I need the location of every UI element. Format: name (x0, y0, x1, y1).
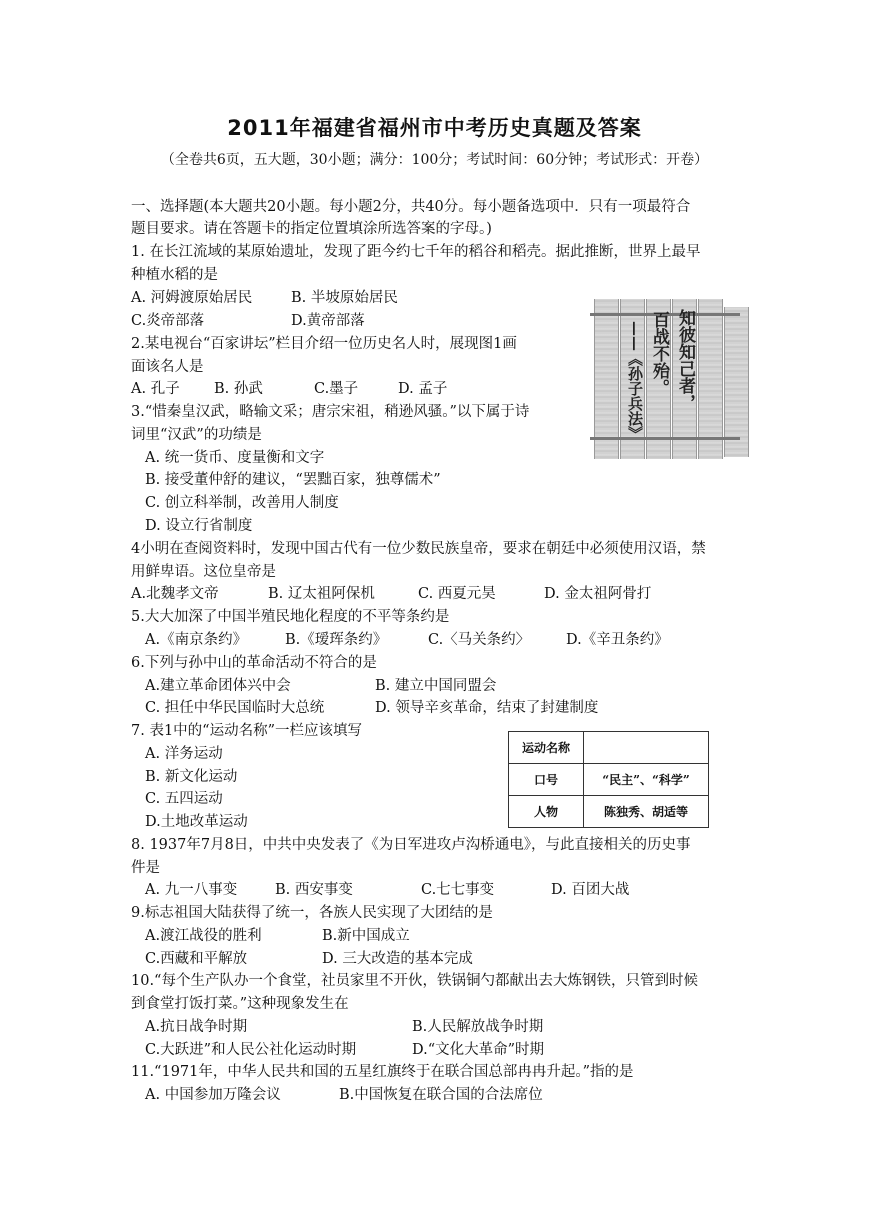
q1-option-d: D.黄帝部落 (291, 313, 365, 329)
q10-option-d: D.“文化大革命”时期 (412, 1042, 545, 1058)
q6-option-d: D. 领导辛亥革命，结束了封建制度 (375, 700, 599, 716)
table-cell: 口号 (509, 764, 584, 796)
bamboo-slip (698, 299, 723, 459)
q3-stem-line2: 词里“汉武”的功绩是 (131, 427, 262, 443)
q8-option-b: B. 西安事变 (275, 882, 353, 898)
q11-option-a: A. 中国参加万隆会议 (145, 1087, 281, 1103)
q5-option-a: A.《南京条约》 (145, 632, 248, 648)
q8-stem-line2: 件是 (131, 860, 160, 876)
q5-option-d: D.《辛丑条约》 (566, 632, 669, 648)
q3-option-c: C. 创立科举制，改善用人制度 (145, 495, 339, 511)
q2-option-d: D. 孟子 (398, 381, 448, 397)
bamboo-slip (594, 299, 619, 459)
table-cell: “民主”、“科学” (584, 764, 709, 796)
q1-option-c: C.炎帝部落 (131, 313, 205, 329)
q5-option-c: C.〈马关条约〉 (428, 632, 531, 648)
q11-stem: 11.“1971年，中华人民共和国的五星红旗终于在联合国总部冉冉升起。”指的是 (131, 1064, 634, 1080)
q6-option-a: A.建立革命团体兴中会 (145, 678, 291, 694)
q7-option-b: B. 新文化运动 (145, 769, 238, 785)
q8-option-c: C.七七事变 (421, 882, 495, 898)
q10-stem-line2: 到食堂打饭打菜。”这种现象发生在 (131, 996, 349, 1012)
q2-option-c: C.墨子 (314, 381, 359, 397)
table-cell: 人物 (509, 796, 584, 828)
q2-stem-line2: 面该名人是 (131, 359, 204, 375)
q8-option-a: A. 九一八事变 (145, 882, 238, 898)
q9-stem: 9.标志祖国大陆获得了统一，各族人民实现了大团结的是 (131, 905, 493, 921)
q11-option-b: B.中国恢复在联合国的合法席位 (339, 1087, 543, 1103)
q4-option-c: C. 西夏元昊 (418, 586, 496, 602)
q10-option-c: C.大跃进”和人民公社化运动时期 (145, 1042, 357, 1058)
q3-stem-line1: 3.“惜秦皇汉武，略输文采；唐宗宋祖，稍逊风骚。”以下属于诗 (131, 404, 530, 420)
section-intro-line2: 题目要求。请在答题卡的指定位置填涂所选答案的字母。) (131, 221, 492, 237)
table-cell: 运动名称 (509, 732, 584, 764)
page-title: 2011年福建省福州市中考历史真题及答案 (227, 116, 642, 140)
q9-option-c: C.西藏和平解放 (145, 951, 248, 967)
q10-stem-line1: 10.“每个生产队办一个食堂，社员家里不开伙，铁锅铜勺都献出去大炼钢铁，只管到时候 (131, 973, 698, 989)
slip-text-col2: 百战不殆。 (649, 311, 669, 396)
q3-option-b: B. 接受董仲舒的建议，“罢黜百家，独尊儒术” (145, 472, 441, 488)
exam-info: （全卷共6页，五大题，30小题；满分：100分；考试时间：60分钟；考试形式：开卷） (160, 152, 709, 168)
q9-option-b: B.新中国成立 (322, 928, 410, 944)
q4-stem-line2: 用鲜卑语。这位皇帝是 (131, 564, 276, 580)
q9-option-d: D. 三大改造的基本完成 (322, 951, 473, 967)
q5-option-b: B.《瑷珲条约》 (285, 632, 388, 648)
q1-option-b: B. 半坡原始居民 (291, 290, 398, 306)
q1-stem-line2: 种植水稻的是 (131, 267, 218, 283)
q6-option-b: B. 建立中国同盟会 (375, 678, 497, 694)
q4-stem-line1: 4小明在查阅资料时，发现中国古代有一位少数民族皇帝，要求在朝廷中必须使用汉语，禁 (131, 541, 706, 557)
q4-option-b: B. 辽太祖阿保机 (268, 586, 375, 602)
q4-option-a: A.北魏孝文帝 (131, 586, 219, 602)
q2-stem-line1: 2.某电视台“百家讲坛”栏目介绍一位历史名人时，展现图1画 (131, 336, 517, 352)
q1-stem-line1: 1. 在长江流域的某原始遗址，发现了距今约七千年的稻谷和稻壳。据此推断，世界上最早 (131, 244, 701, 260)
q8-option-d: D. 百团大战 (551, 882, 630, 898)
q10-option-a: A.抗日战争时期 (145, 1019, 248, 1035)
q3-option-a: A. 统一货币、度量衡和文字 (145, 450, 325, 466)
q9-option-a: A.渡江战役的胜利 (145, 928, 262, 944)
q5-stem: 5.大大加深了中国半殖民地化程度的不平等条约是 (131, 609, 450, 625)
movement-table (508, 731, 709, 828)
slip-text-col3: ——《孙子兵法》 (626, 321, 644, 441)
slip-text-col1: 知彼知己者， (675, 309, 695, 411)
q7-option-d: D.土地改革运动 (145, 814, 248, 830)
q3-option-d: D. 设立行省制度 (145, 518, 253, 534)
q2-option-a: A. 孔子 (131, 381, 180, 397)
q7-stem: 7. 表1中的“运动名称”一栏应该填写 (131, 723, 362, 739)
q7-option-c: C. 五四运动 (145, 791, 223, 807)
q6-option-c: C. 担任中华民国临时大总统 (145, 700, 325, 716)
q4-option-d: D. 金太祖阿骨打 (544, 586, 652, 602)
q6-stem: 6.下列与孙中山的革命活动不符合的是 (131, 655, 377, 671)
table-row (509, 732, 709, 764)
q7-option-a: A. 洋务运动 (145, 746, 223, 762)
binding-cord (590, 437, 740, 440)
bamboo-slips-image (580, 287, 748, 469)
q1-option-a: A. 河姆渡原始居民 (131, 290, 253, 306)
q10-option-b: B.人民解放战争时期 (412, 1019, 544, 1035)
q2-option-b: B. 孙武 (214, 381, 263, 397)
bamboo-slip (724, 307, 749, 457)
q8-stem-line1: 8. 1937年7月8日，中共中央发表了《为日军进攻卢沟桥通电》，与此直接相关的历史事 (131, 837, 691, 853)
section-intro-line1: 一、选择题(本大题共20小题。每小题2分，共40分。每小题备选项中．只有一项最符合 (131, 199, 691, 215)
table-cell: 陈独秀、胡适等 (584, 796, 709, 828)
table-cell (584, 732, 709, 764)
table-row (509, 764, 709, 796)
table-row (509, 796, 709, 828)
